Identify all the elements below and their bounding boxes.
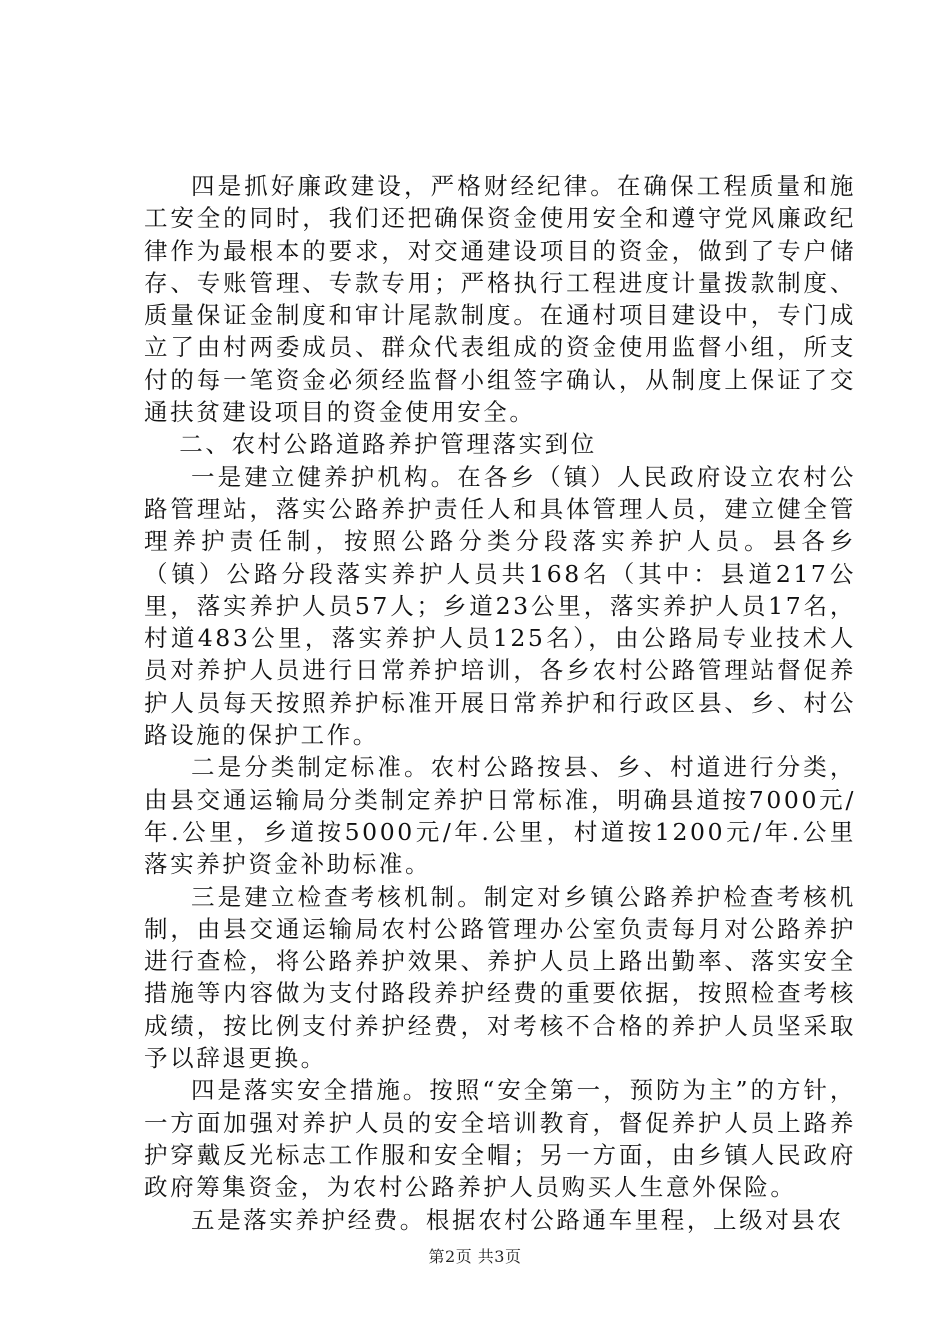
paragraph-classification-standards: 二是分类制定标准。农村公路按县、乡、村道进行分类，由县交通运输局分类制定养护日常标准，明确县道按7000元/年.公里，乡道按5000元/年.公里，村道按1200元/年.公里落实养护资金补助标准。 [144, 753, 856, 879]
paragraph-maintenance-agency: 一是建立健养护机构。在各乡（镇）人民政府设立农村公路管理站，落实公路养护责任人和具体管理人员，建立健全管理养护责任制，按照公路分类分段落实养护人员。县各乡（镇）公路分段落实养护人员共168名（其中：县道217公里，落实养护人员57人；乡道23公里，落实养护人员17名，村道483公里，落实养护人员125名），由公路局专业技术人员对养护人员进行日常养护培训，各乡农村公路管理站督促养护人员每天按照养护标准开展日常养护和行政区县、乡、村公路设施的保护工作。 [144, 462, 856, 750]
section-heading-road-maintenance: 二、农村公路道路养护管理落实到位 [179, 430, 597, 459]
document-body [144, 170, 856, 1236]
paragraph-safety-measures: 四是落实安全措施。按照“安全第一，预防为主”的方针，一方面加强对养护人员的安全培训教育，督促养护人员上路养护穿戴反光标志工作服和安全帽；另一方面，由乡镇人民政府政府筹集资金，为农村公路养护人员购买人生意外保险。 [144, 1076, 856, 1202]
paragraph-inspection-mechanism: 三是建立检查考核机制。制定对乡镇公路养护检查考核机制，由县交通运输局农村公路管理办公室负责每月对公路养护进行查检，将公路养护效果、养护人员上路出勤率、落实安全措施等内容做为支付路段养护经费的重要依据，按照检查考核成绩，按比例支付养护经费，对考核不合格的养护人员坚采取予以辞退更换。 [144, 882, 856, 1073]
paragraph-integrity: 四是抓好廉政建设，严格财经纪律。在确保工程质量和施工安全的同时，我们还把确保资金使用安全和遵守党风廉政纪律作为最根本的要求，对交通建设项目的资金，做到了专户储存、专账管理、专款专用；严格执行工程进度计量拨款制度、质量保证金制度和审计尾款制度。在通村项目建设中，专门成立了由村两委成员、群众代表组成的资金使用监督小组，所支付的每一笔资金必须经监督小组签字确认，从制度上保证了交通扶贫建设项目的资金使用安全。 [144, 172, 856, 427]
page-number-footer: 第2页 共3页 [428, 1247, 522, 1266]
paragraph-maintenance-funding: 五是落实养护经费。根据农村公路通车里程，上级对县农 [191, 1205, 844, 1234]
